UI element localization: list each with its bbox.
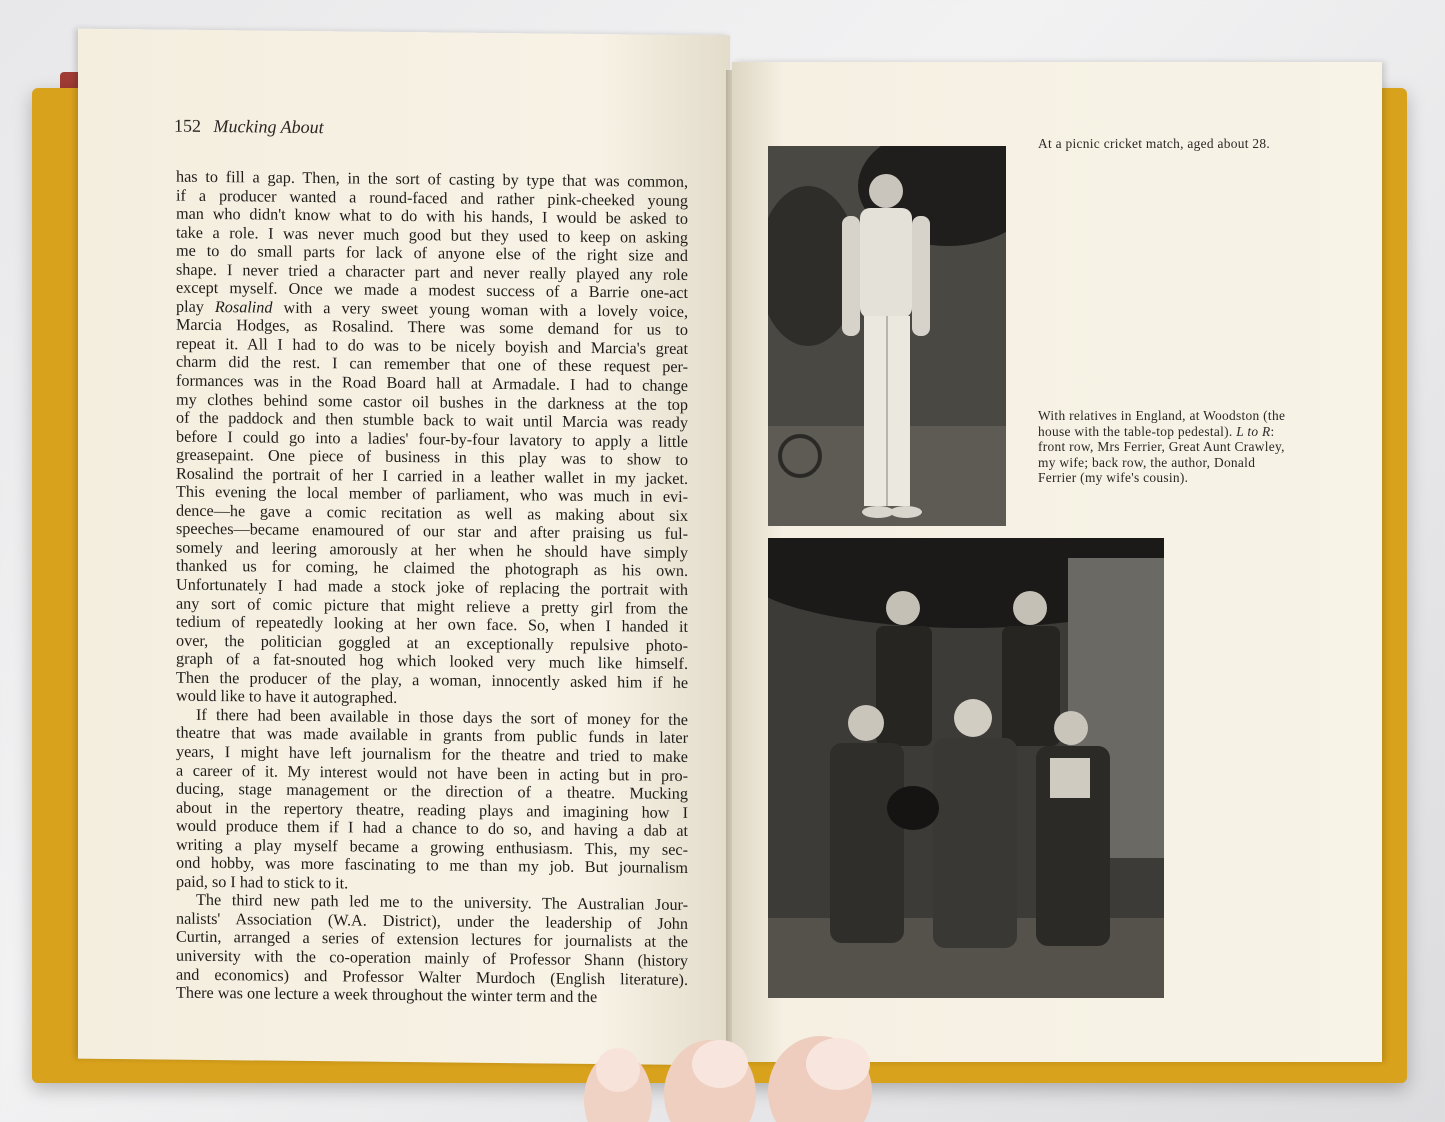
body-line: Unfortunately I had made a stock joke of replacing the portrait with <box>176 575 688 600</box>
running-title: Mucking About <box>213 116 324 138</box>
page-number: 152 <box>174 115 201 136</box>
body-line: nalists' Association (W.A. District), under the leadership of John <box>176 909 688 933</box>
hand-holding-book <box>570 1030 930 1122</box>
body-line: any sort of comic picture that might relieve a pretty girl from the <box>176 594 688 618</box>
body-line: graph of a fat-snouted hog which looked very much like himself. <box>176 649 688 674</box>
body-line: The third new path led me to the university. The Australian Jour- <box>196 891 688 915</box>
body-line: If there had been available in those days the sort of money for the <box>196 705 688 729</box>
body-line: would like to have it autographed. <box>176 686 398 708</box>
body-line: ond hobby, was more fascinating to me than my job. But journalism <box>176 853 688 878</box>
body-line: university with the co-operation mainly of Professor Shann (history <box>176 946 688 970</box>
body-line: except myself. Once we made a modest success of a Barrie one-act <box>176 278 688 303</box>
caption-relatives-text: With relatives in England, at Woodston (the house with the table-top pedestal). <box>1038 408 1286 439</box>
caption-relatives-italic: L to R <box>1236 423 1271 439</box>
body-line: repeat it. All I had to do was to be nicely boyish and Marcia's great <box>176 334 688 358</box>
body-line: me to do small parts for lack of anyone else of the right size and <box>176 241 688 266</box>
body-line: man who didn't know what to do with his hands, I would be asked to <box>176 204 688 229</box>
body-line: ducing, stage management or the direction of a theatre. Mucking <box>176 779 688 804</box>
body-line: dence—he gave a comic recitation as well as making about six <box>176 501 688 525</box>
body-line: play Rosalind with a very sweet young woman with a lovely voice, <box>176 297 688 321</box>
body-line: over, the politician goggled at an exceptionally repulsive photo- <box>176 631 688 655</box>
running-head <box>174 116 324 139</box>
body-line: formances was in the Road Board hall at Armadale. I had to change <box>176 371 688 395</box>
caption-cricket-match: At a picnic cricket match, aged about 28. <box>1038 136 1271 151</box>
right-page <box>732 62 1382 1062</box>
body-line: tedium of repeatedly looking at her own face. So, when I handed it <box>176 612 688 637</box>
body-line: thanked us for coming, he claimed the photograph as his own. <box>176 557 688 581</box>
body-line: There was one lecture a week throughout the winter term and the <box>176 983 598 1007</box>
body-line: Then the producer of the play, a woman, innocently asked him if he <box>176 668 688 692</box>
body-line: and economics) and Professor Walter Murdoch (English literature). <box>176 965 688 989</box>
body-text <box>176 168 688 1008</box>
body-line: Marcia Hodges, as Rosalind. There was some demand for us to <box>176 315 688 340</box>
photo-relatives-group <box>768 538 1164 998</box>
body-line: shape. I never tried a character part and never really played any role <box>176 260 688 284</box>
body-line: writing a play myself became a growing enthusiasm. This, my sec- <box>176 835 688 859</box>
body-line: speeches—became enamoured of our star and after praising us ful- <box>176 520 688 544</box>
hand-fingers <box>570 1030 930 1122</box>
caption-relatives-text-rest: : front row, Mrs Ferrier, Great Aunt Crawley, my wife; back row, the author, Donald Ferrier (my wife's cousin). <box>1038 423 1285 485</box>
body-line: years, I might have left journalism for the theatre and tried to make <box>176 742 688 766</box>
body-line: of the paddock and then stumble back to wait until Marcia was ready <box>176 408 688 433</box>
body-line: Rosalind the portrait of her I carried in a leather wallet in my jacket. <box>176 464 688 488</box>
body-line: somely and leering amorously at her when he should have simply <box>176 538 688 562</box>
body-line: greasepaint. One piece of business in this play was to show to <box>176 445 688 470</box>
body-line: my clothes behind some castor oil bushes in the darkness at the top <box>176 390 688 414</box>
body-line: has to fill a gap. Then, in the sort of casting by type that was common, <box>176 167 688 191</box>
body-line: This evening the local member of parliament, who was much in evi- <box>176 482 688 507</box>
body-line: take a role. I was never much good but they used to keep on asking <box>176 223 688 247</box>
photo-relatives-scene <box>768 538 1164 998</box>
body-line: if a producer wanted a round-faced and rather pink-cheeked young <box>176 186 688 210</box>
body-line: a career of it. My interest would not have been in acting but in pro- <box>176 761 688 785</box>
photo-cricket-match <box>768 146 1006 526</box>
body-line: Curtin, arranged a series of extension lectures for journalists at the <box>176 928 688 952</box>
left-page <box>78 29 730 1066</box>
body-line: theatre that was made available in grants from public funds in later <box>176 724 688 748</box>
body-line: paid, so I had to stick to it. <box>176 872 349 893</box>
body-line: would produce them if I had a chance to do so, and having a dab at <box>176 816 688 841</box>
body-line: before I could go into a ladies' four-by-four lavatory to apply a little <box>176 427 688 451</box>
body-line: charm did the rest. I can remember that one of these request per- <box>176 353 688 377</box>
caption-relatives <box>1038 408 1288 486</box>
body-line: about in the repertory theatre, reading plays and imagining how I <box>176 798 688 822</box>
photo-cricket-man <box>768 146 1006 526</box>
